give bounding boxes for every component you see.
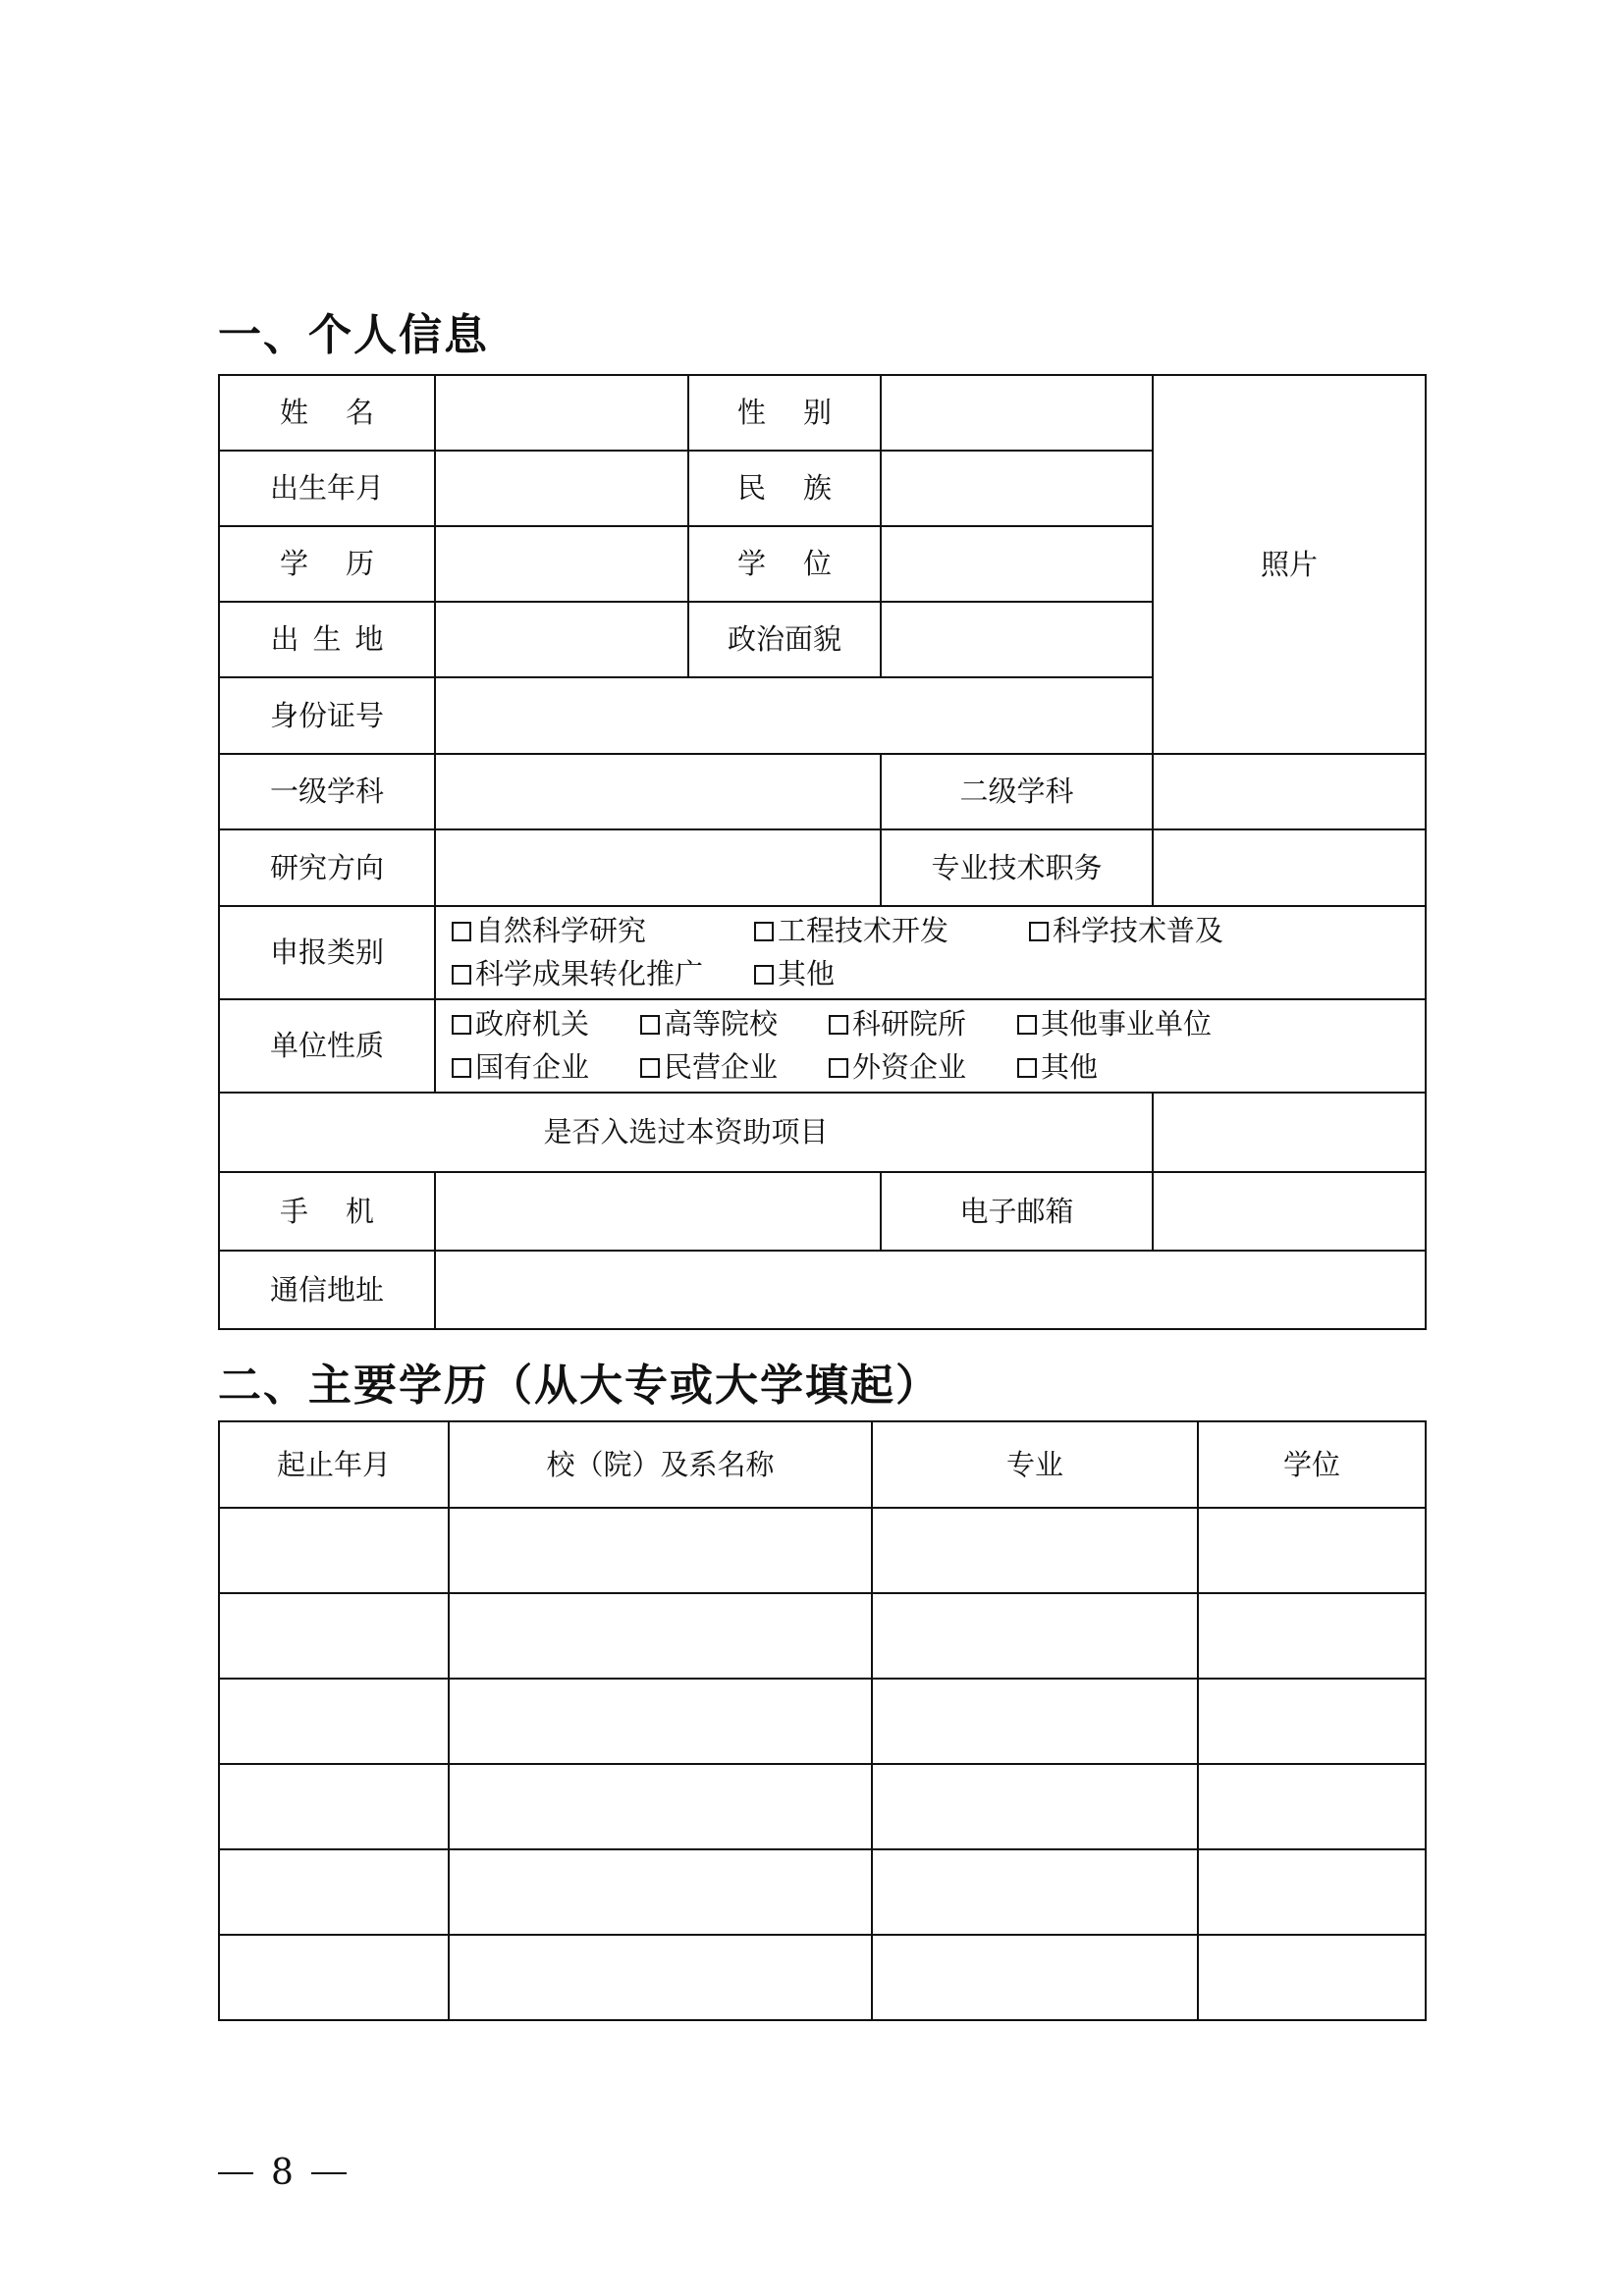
cell-degree[interactable] bbox=[1198, 1679, 1426, 1764]
page-number: 8 bbox=[271, 2153, 294, 2193]
education-row bbox=[219, 1593, 1426, 1679]
cell-degree[interactable] bbox=[1198, 1508, 1426, 1593]
checkbox-icon[interactable] bbox=[829, 1058, 848, 1078]
header-degree: 学位 bbox=[1198, 1421, 1426, 1508]
checkbox-icon[interactable] bbox=[640, 1015, 660, 1035]
label-selected-before: 是否入选过本资助项目 bbox=[219, 1093, 1153, 1172]
checkbox-icon[interactable] bbox=[829, 1015, 848, 1035]
checkbox-unit-private[interactable]: 民营企业 bbox=[640, 1050, 829, 1085]
checkbox-icon[interactable] bbox=[452, 922, 471, 941]
field-selected-before[interactable] bbox=[1153, 1093, 1426, 1172]
page-footer bbox=[218, 2153, 347, 2193]
cell-major[interactable] bbox=[872, 1849, 1198, 1935]
cell-school[interactable] bbox=[449, 1849, 872, 1935]
field-discipline2[interactable] bbox=[1153, 754, 1426, 829]
label-ethnicity: 民族 bbox=[688, 451, 881, 526]
checkbox-category-other[interactable]: 其他 bbox=[754, 957, 835, 991]
cell-period[interactable] bbox=[219, 1935, 449, 2020]
field-birthplace[interactable] bbox=[435, 602, 688, 677]
photo-cell[interactable] bbox=[1153, 375, 1426, 754]
label-birth: 出生年月 bbox=[219, 451, 435, 526]
label-political: 政治面貌 bbox=[688, 602, 881, 677]
label-birthplace: 出生地 bbox=[219, 602, 435, 677]
field-id-number[interactable] bbox=[435, 677, 1153, 754]
cell-degree[interactable] bbox=[1198, 1935, 1426, 2020]
cell-school[interactable] bbox=[449, 1764, 872, 1849]
field-political[interactable] bbox=[881, 602, 1153, 677]
field-gender[interactable] bbox=[881, 375, 1153, 451]
section-title-personal-info: 一、个人信息 bbox=[218, 310, 489, 360]
label-unit-type: 单位性质 bbox=[219, 999, 435, 1093]
checkbox-icon[interactable] bbox=[754, 965, 774, 985]
checkbox-icon[interactable] bbox=[452, 965, 471, 985]
checkbox-icon[interactable] bbox=[1017, 1058, 1037, 1078]
category-options bbox=[435, 906, 1426, 999]
cell-period[interactable] bbox=[219, 1593, 449, 1679]
label-id-number: 身份证号 bbox=[219, 677, 435, 754]
label-discipline2: 二级学科 bbox=[881, 754, 1153, 829]
header-period: 起止年月 bbox=[219, 1421, 449, 1508]
checkbox-unit-university[interactable]: 高等院校 bbox=[640, 1007, 829, 1041]
field-degree[interactable] bbox=[881, 526, 1153, 602]
cell-school[interactable] bbox=[449, 1508, 872, 1593]
cell-school[interactable] bbox=[449, 1679, 872, 1764]
field-email[interactable] bbox=[1153, 1172, 1426, 1251]
checkbox-unit-government[interactable]: 政府机关 bbox=[452, 1007, 640, 1041]
education-row bbox=[219, 1508, 1426, 1593]
footer-dash-right bbox=[311, 2172, 347, 2174]
cell-degree[interactable] bbox=[1198, 1593, 1426, 1679]
checkbox-unit-other[interactable]: 其他 bbox=[1017, 1050, 1098, 1085]
label-gender: 性别 bbox=[688, 375, 881, 451]
personal-info-table bbox=[218, 374, 1427, 1330]
checkbox-unit-foreign[interactable]: 外资企业 bbox=[829, 1050, 1017, 1085]
label-title-post: 专业技术职务 bbox=[881, 829, 1153, 906]
cell-major[interactable] bbox=[872, 1764, 1198, 1849]
unit-type-options bbox=[435, 999, 1426, 1093]
cell-school[interactable] bbox=[449, 1593, 872, 1679]
label-education: 学历 bbox=[219, 526, 435, 602]
education-row bbox=[219, 1764, 1426, 1849]
label-discipline1: 一级学科 bbox=[219, 754, 435, 829]
checkbox-category-natural-science[interactable]: 自然科学研究 bbox=[452, 914, 754, 948]
cell-major[interactable] bbox=[872, 1593, 1198, 1679]
label-name: 姓名 bbox=[219, 375, 435, 451]
checkbox-unit-institute[interactable]: 科研院所 bbox=[829, 1007, 1017, 1041]
education-row bbox=[219, 1849, 1426, 1935]
cell-period[interactable] bbox=[219, 1508, 449, 1593]
checkbox-category-popularization[interactable]: 科学技术普及 bbox=[1029, 914, 1223, 948]
footer-dash-left bbox=[218, 2172, 253, 2174]
education-body bbox=[219, 1508, 1426, 2020]
cell-period[interactable] bbox=[219, 1764, 449, 1849]
cell-degree[interactable] bbox=[1198, 1849, 1426, 1935]
label-address: 通信地址 bbox=[219, 1251, 435, 1329]
header-school: 校（院）及系名称 bbox=[449, 1421, 872, 1508]
cell-school[interactable] bbox=[449, 1935, 872, 2020]
field-name[interactable] bbox=[435, 375, 688, 451]
education-table bbox=[218, 1420, 1427, 2021]
field-title-post[interactable] bbox=[1153, 829, 1426, 906]
cell-major[interactable] bbox=[872, 1935, 1198, 2020]
checkbox-icon[interactable] bbox=[452, 1015, 471, 1035]
education-row bbox=[219, 1679, 1426, 1764]
field-research[interactable] bbox=[435, 829, 881, 906]
checkbox-icon[interactable] bbox=[452, 1058, 471, 1078]
checkbox-unit-state-owned[interactable]: 国有企业 bbox=[452, 1050, 640, 1085]
cell-major[interactable] bbox=[872, 1508, 1198, 1593]
education-row bbox=[219, 1935, 1426, 2020]
field-ethnicity[interactable] bbox=[881, 451, 1153, 526]
label-photo: 照片 bbox=[1260, 547, 1318, 581]
label-mobile: 手机 bbox=[219, 1172, 435, 1251]
checkbox-icon[interactable] bbox=[1017, 1015, 1037, 1035]
cell-degree[interactable] bbox=[1198, 1764, 1426, 1849]
field-mobile[interactable] bbox=[435, 1172, 881, 1251]
label-category: 申报类别 bbox=[219, 906, 435, 999]
checkbox-category-engineering[interactable]: 工程技术开发 bbox=[754, 914, 1029, 948]
checkbox-category-transfer[interactable]: 科学成果转化推广 bbox=[452, 957, 754, 991]
label-degree: 学位 bbox=[688, 526, 881, 602]
section-title-education: 二、主要学历（从大专或大学填起） bbox=[218, 1361, 941, 1411]
checkbox-icon[interactable] bbox=[1029, 922, 1049, 941]
checkbox-icon[interactable] bbox=[640, 1058, 660, 1078]
education-header-row bbox=[219, 1421, 1426, 1508]
checkbox-icon[interactable] bbox=[754, 922, 774, 941]
field-address[interactable] bbox=[435, 1251, 1426, 1329]
field-birth[interactable] bbox=[435, 451, 688, 526]
label-email: 电子邮箱 bbox=[881, 1172, 1153, 1251]
cell-period[interactable] bbox=[219, 1679, 449, 1764]
cell-period[interactable] bbox=[219, 1849, 449, 1935]
header-major: 专业 bbox=[872, 1421, 1198, 1508]
label-research: 研究方向 bbox=[219, 829, 435, 906]
cell-major[interactable] bbox=[872, 1679, 1198, 1764]
field-discipline1[interactable] bbox=[435, 754, 881, 829]
field-education[interactable] bbox=[435, 526, 688, 602]
checkbox-unit-other-public[interactable]: 其他事业单位 bbox=[1017, 1007, 1212, 1041]
